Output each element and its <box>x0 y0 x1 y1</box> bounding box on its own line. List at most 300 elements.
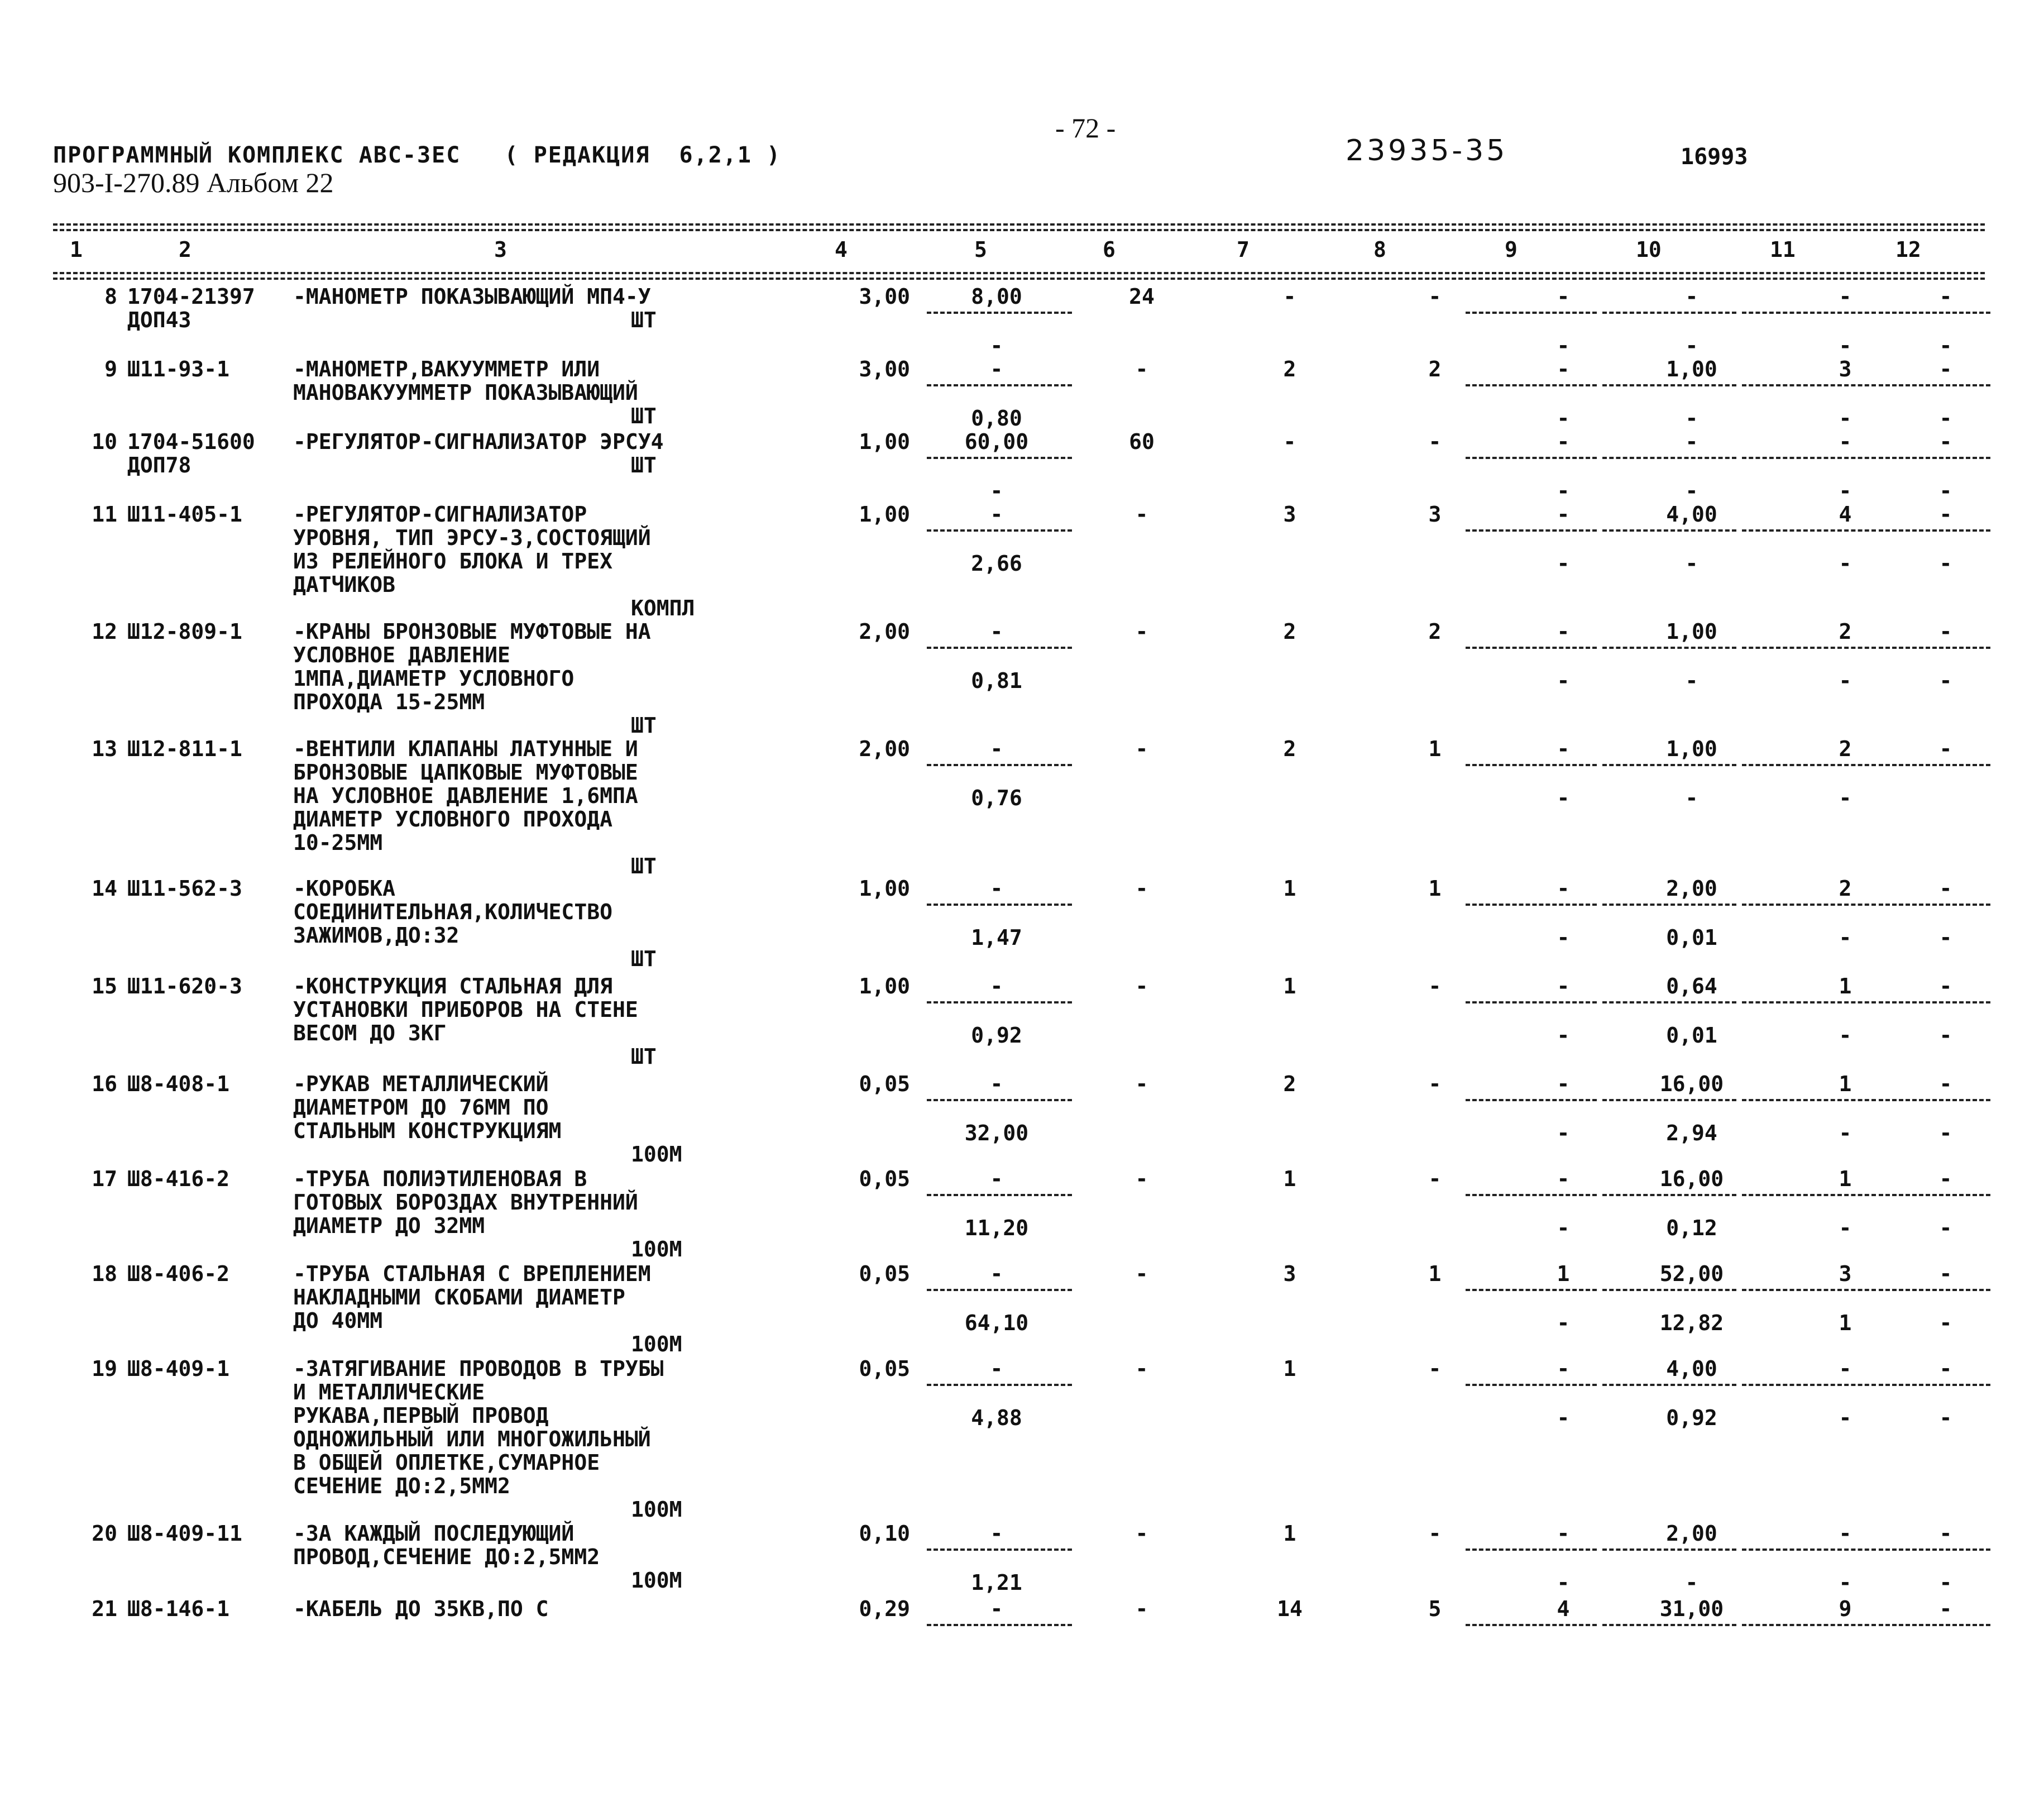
c11-top-value: 9 <box>1839 1597 1852 1621</box>
c5-bottom-value: 0,92 <box>971 1023 1022 1048</box>
c5-bottom-value: 2,66 <box>971 551 1022 576</box>
c10-top-value: - <box>1685 429 1698 454</box>
c11-bottom-value: - <box>1839 1570 1852 1595</box>
col-7-value: 2 <box>1283 1072 1296 1096</box>
rate-code: Ш8-408-1 <box>127 1072 230 1096</box>
c10-bottom-value: 0,12 <box>1666 1216 1717 1240</box>
c11-fraction-line <box>1742 764 1876 766</box>
row-number: 21 <box>92 1597 117 1621</box>
row-number: 19 <box>92 1356 117 1381</box>
c12-top-value: - <box>1939 284 1952 309</box>
c11-bottom-value: - <box>1839 668 1852 693</box>
c11-bottom-value: - <box>1839 406 1852 431</box>
work-description: -МАНОМЕТР ПОКАЗЫВАЮЩИЙ МП4-У <box>293 284 651 309</box>
c10-fraction-line <box>1602 384 1736 386</box>
c10-fraction-line <box>1602 1624 1736 1626</box>
c10-top-value: 31,00 <box>1659 1597 1724 1621</box>
c11-bottom-value: - <box>1839 786 1852 810</box>
c9-top-value: - <box>1557 737 1570 761</box>
column-header-4: 4 <box>835 237 848 262</box>
work-description: -РЕГУЛЯТОР-СИГНАЛИЗАТОР УРОВНЯ, ТИП ЭРСУ-3,СОСТОЯЩИЙ ИЗ РЕЛЕЙНОГО БЛОКА И ТРЕХ ДАТЧИКОВ <box>293 502 651 597</box>
c5-bottom-value: 0,76 <box>971 786 1022 810</box>
c10-bottom-value: - <box>1685 333 1698 358</box>
c10-top-value: - <box>1685 284 1698 309</box>
c5-fraction-line <box>927 1384 1072 1386</box>
unit-of-measure: ШТ <box>631 947 657 971</box>
c11-top-value: - <box>1839 1356 1852 1381</box>
col-6-value: - <box>1135 357 1148 381</box>
c11-fraction-line <box>1742 1099 1876 1101</box>
col-8-value: 5 <box>1428 1597 1442 1621</box>
col-6-value: - <box>1135 876 1148 901</box>
c9-bottom-value: - <box>1557 1121 1570 1145</box>
c9-top-value: - <box>1557 357 1570 381</box>
c11-bottom-value: - <box>1839 1121 1852 1145</box>
col-6-value: - <box>1135 502 1148 527</box>
c9-bottom-value: - <box>1557 333 1570 358</box>
c5-fraction-line <box>927 1099 1072 1101</box>
c10-top-value: 1,00 <box>1666 619 1717 644</box>
c11-top-value: 1 <box>1839 974 1852 998</box>
c11-top-value: 2 <box>1839 737 1852 761</box>
column-header-8: 8 <box>1373 237 1386 262</box>
c5-top-value: - <box>990 1521 1003 1546</box>
c12-fraction-line <box>1879 1624 1990 1626</box>
c10-bottom-value: 2,94 <box>1666 1121 1717 1145</box>
rate-code: Ш12-809-1 <box>127 619 242 644</box>
column-header-10: 10 <box>1636 237 1662 262</box>
quantity: 2,00 <box>859 619 910 644</box>
c11-top-value: 1 <box>1839 1072 1852 1096</box>
c10-fraction-line <box>1602 529 1736 532</box>
c11-bottom-value: - <box>1839 925 1852 950</box>
c10-fraction-line <box>1602 764 1736 766</box>
c10-bottom-value: 12,82 <box>1659 1311 1724 1335</box>
c5-bottom-value: - <box>990 479 1003 503</box>
quantity: 1,00 <box>859 974 910 998</box>
c5-bottom-value: 1,21 <box>971 1570 1022 1595</box>
c5-top-value: - <box>990 974 1003 998</box>
rate-code-suffix: ДОП78 <box>127 453 192 477</box>
c11-top-value: 1 <box>1839 1167 1852 1191</box>
rate-code: Ш12-811-1 <box>127 737 242 761</box>
c9-bottom-value: - <box>1557 551 1570 576</box>
c12-bottom-value: - <box>1939 333 1952 358</box>
c12-bottom-value: - <box>1939 1570 1952 1595</box>
c5-top-value: - <box>990 1597 1003 1621</box>
unit-of-measure: ШТ <box>631 404 657 428</box>
row-number: 11 <box>92 502 117 527</box>
unit-of-measure: 100М <box>631 1497 682 1522</box>
quantity: 2,00 <box>859 737 910 761</box>
c10-top-value: 16,00 <box>1659 1072 1724 1096</box>
unit-of-measure: 100М <box>631 1237 682 1261</box>
c12-top-value: - <box>1939 357 1952 381</box>
work-description: -РЕГУЛЯТОР-СИГНАЛИЗАТОР ЭРСУ4 <box>293 429 664 454</box>
row-number: 8 <box>104 284 117 309</box>
c10-fraction-line <box>1602 1549 1736 1551</box>
c11-top-value: 2 <box>1839 619 1852 644</box>
work-description: -ЗАТЯГИВАНИЕ ПРОВОДОВ В ТРУБЫ И МЕТАЛЛИЧЕСКИЕ РУКАВА,ПЕРВЫЙ ПРОВОД ОДНОЖИЛЬНЫЙ ИЛИ МНОГОЖИЛЬНЫЙ В ОБЩЕЙ ОПЛЕТКЕ,СУМАРНОЕ СЕЧЕНИЕ ДО:2,5ММ2 <box>293 1356 664 1498</box>
column-header-11: 11 <box>1770 237 1796 262</box>
c11-fraction-line <box>1742 457 1876 459</box>
c12-top-value: - <box>1939 619 1952 644</box>
work-description: -КРАНЫ БРОНЗОВЫЕ МУФТОВЫЕ НА УСЛОВНОЕ ДАВЛЕНИЕ 1МПА,ДИАМЕТР УСЛОВНОГО ПРОХОДА 15-25ММ <box>293 619 651 714</box>
c11-top-value: - <box>1839 1521 1852 1546</box>
col-7-value: 14 <box>1277 1597 1303 1621</box>
c11-fraction-line <box>1742 529 1876 532</box>
rate-code: 1704-51600 <box>127 429 255 454</box>
column-header-3: 3 <box>494 237 507 262</box>
c10-fraction-line <box>1602 647 1736 649</box>
c9-top-value: - <box>1557 876 1570 901</box>
quantity: 0,05 <box>859 1261 910 1286</box>
c5-fraction-line <box>927 764 1072 766</box>
c5-top-value: - <box>990 502 1003 527</box>
quantity: 0,05 <box>859 1167 910 1191</box>
unit-of-measure: 100М <box>631 1332 682 1356</box>
c12-fraction-line <box>1879 904 1990 906</box>
c12-fraction-line <box>1879 1384 1990 1386</box>
c12-fraction-line <box>1879 457 1990 459</box>
column-header-9: 9 <box>1505 237 1518 262</box>
c12-top-value: - <box>1939 1261 1952 1286</box>
col-7-value: 1 <box>1283 876 1296 901</box>
quantity: 3,00 <box>859 357 910 381</box>
quantity: 1,00 <box>859 502 910 527</box>
c9-top-value: - <box>1557 1167 1570 1191</box>
col-6-value: 60 <box>1129 429 1155 454</box>
unit-of-measure: ШТ <box>631 453 657 477</box>
col-6-value: - <box>1135 1261 1148 1286</box>
col-6-value: - <box>1135 1072 1148 1096</box>
c10-bottom-value: - <box>1685 551 1698 576</box>
col-6-value: - <box>1135 1597 1148 1621</box>
c9-fraction-line <box>1466 457 1597 459</box>
c10-top-value: 52,00 <box>1659 1261 1724 1286</box>
col-7-value: - <box>1283 284 1296 309</box>
c5-bottom-value: 11,20 <box>964 1216 1029 1240</box>
col-7-value: 3 <box>1283 1261 1296 1286</box>
c12-bottom-value: - <box>1939 406 1952 431</box>
c12-bottom-value: - <box>1939 925 1952 950</box>
row-number: 14 <box>92 876 117 901</box>
c5-fraction-line <box>927 384 1072 386</box>
c12-top-value: - <box>1939 737 1952 761</box>
c12-bottom-value: - <box>1939 551 1952 576</box>
c10-bottom-value: 0,01 <box>1666 925 1717 950</box>
row-number: 13 <box>92 737 117 761</box>
col-8-value: 3 <box>1428 502 1442 527</box>
rate-code: Ш8-409-11 <box>127 1521 242 1546</box>
column-header-6: 6 <box>1103 237 1116 262</box>
col-7-value: - <box>1283 429 1296 454</box>
col-8-value: 2 <box>1428 619 1442 644</box>
c5-top-value: - <box>990 1261 1003 1286</box>
c10-bottom-value: - <box>1685 406 1698 431</box>
c12-fraction-line <box>1879 647 1990 649</box>
c10-fraction-line <box>1602 1099 1736 1101</box>
c9-top-value: - <box>1557 1356 1570 1381</box>
c12-fraction-line <box>1879 764 1990 766</box>
c12-top-value: - <box>1939 429 1952 454</box>
c5-top-value: - <box>990 737 1003 761</box>
handwritten-code: 23935-35 <box>1346 134 1508 168</box>
rate-code: Ш8-409-1 <box>127 1356 230 1381</box>
page-number: - 72 - <box>1055 112 1116 144</box>
c12-top-value: - <box>1939 876 1952 901</box>
col-7-value: 1 <box>1283 974 1296 998</box>
work-description: -РУКАВ МЕТАЛЛИЧЕСКИЙ ДИАМЕТРОМ ДО 76ММ ПО СТАЛЬНЫМ КОНСТРУКЦИЯМ <box>293 1072 562 1143</box>
c5-fraction-line <box>927 1289 1072 1291</box>
col-6-value: 24 <box>1129 284 1155 309</box>
work-description: -ВЕНТИЛИ КЛАПАНЫ ЛАТУННЫЕ И БРОНЗОВЫЕ ЦАПКОВЫЕ МУФТОВЫЕ НА УСЛОВНОЕ ДАВЛЕНИЕ 1,6МПА ДИАМЕТР УСЛОВНОГО ПРОХОДА 10-25ММ <box>293 737 638 855</box>
c5-fraction-line <box>927 529 1072 532</box>
c9-fraction-line <box>1466 904 1597 906</box>
c11-bottom-value: 1 <box>1839 1311 1852 1335</box>
c11-bottom-value: - <box>1839 1406 1852 1430</box>
c11-top-value: 2 <box>1839 876 1852 901</box>
c11-fraction-line <box>1742 312 1876 314</box>
work-description: -МАНОМЕТР,ВАКУУММЕТР ИЛИ МАНОВАКУУММЕТР ПОКАЗЫВАЮЩИЙ <box>293 357 638 405</box>
quantity: 0,05 <box>859 1356 910 1381</box>
col-8-value: - <box>1428 1072 1442 1096</box>
row-number: 9 <box>104 357 117 381</box>
c9-top-value: - <box>1557 502 1570 527</box>
c5-bottom-value: - <box>990 333 1003 358</box>
col-7-value: 1 <box>1283 1167 1296 1191</box>
c12-bottom-value: - <box>1939 1121 1952 1145</box>
col-8-value: - <box>1428 1521 1442 1546</box>
c10-top-value: 0,64 <box>1666 974 1717 998</box>
c9-bottom-value: - <box>1557 479 1570 503</box>
c11-fraction-line <box>1742 384 1876 386</box>
c12-bottom-value: - <box>1939 1023 1952 1048</box>
c9-top-value: 4 <box>1557 1597 1570 1621</box>
c9-top-value: - <box>1557 619 1570 644</box>
c10-bottom-value: - <box>1685 668 1698 693</box>
c9-fraction-line <box>1466 764 1597 766</box>
c11-fraction-line <box>1742 1194 1876 1196</box>
c5-top-value: 60,00 <box>964 429 1029 454</box>
c12-bottom-value: - <box>1939 1311 1952 1335</box>
c9-fraction-line <box>1466 1099 1597 1101</box>
c11-bottom-value: - <box>1839 1216 1852 1240</box>
c9-bottom-value: - <box>1557 668 1570 693</box>
c12-top-value: - <box>1939 1521 1952 1546</box>
c9-fraction-line <box>1466 647 1597 649</box>
c11-bottom-value: - <box>1839 479 1852 503</box>
rate-code: Ш11-93-1 <box>127 357 230 381</box>
c5-bottom-value: 32,00 <box>964 1121 1029 1145</box>
c5-fraction-line <box>927 1549 1072 1551</box>
unit-of-measure: ШТ <box>631 713 657 738</box>
c9-fraction-line <box>1466 1549 1597 1551</box>
c12-top-value: - <box>1939 502 1952 527</box>
c12-fraction-line <box>1879 1549 1990 1551</box>
rate-code: Ш11-562-3 <box>127 876 242 901</box>
album-title: 903-I-270.89 Альбом 22 <box>53 167 334 198</box>
c5-bottom-value: 0,80 <box>971 406 1022 431</box>
c11-bottom-value: - <box>1839 551 1852 576</box>
c12-top-value: - <box>1939 1072 1952 1096</box>
c9-bottom-value: - <box>1557 786 1570 810</box>
col-7-value: 2 <box>1283 619 1296 644</box>
c10-top-value: 2,00 <box>1666 876 1717 901</box>
unit-of-measure: КОМПЛ <box>631 596 695 620</box>
quantity: 1,00 <box>859 876 910 901</box>
rate-code: Ш8-416-2 <box>127 1167 230 1191</box>
c5-top-value: - <box>990 1167 1003 1191</box>
c11-top-value: - <box>1839 284 1852 309</box>
col-7-value: 1 <box>1283 1521 1296 1546</box>
c12-bottom-value: - <box>1939 479 1952 503</box>
col-6-value: - <box>1135 737 1148 761</box>
column-header-12: 12 <box>1895 237 1921 262</box>
c5-fraction-line <box>927 1624 1072 1626</box>
c10-top-value: 2,00 <box>1666 1521 1717 1546</box>
c5-top-value: - <box>990 876 1003 901</box>
c5-fraction-line <box>927 312 1072 314</box>
col-8-value: - <box>1428 1167 1442 1191</box>
row-number: 18 <box>92 1261 117 1286</box>
column-header-2: 2 <box>179 237 192 262</box>
quantity: 0,05 <box>859 1072 910 1096</box>
c10-fraction-line <box>1602 1384 1736 1386</box>
c9-fraction-line <box>1466 312 1597 314</box>
c9-bottom-value: - <box>1557 1023 1570 1048</box>
c10-top-value: 1,00 <box>1666 357 1717 381</box>
c9-fraction-line <box>1466 1289 1597 1291</box>
work-description: -КАБЕЛЬ ДО 35КВ,ПО С <box>293 1597 549 1621</box>
c10-bottom-value: - <box>1685 479 1698 503</box>
quantity: 0,29 <box>859 1597 910 1621</box>
c9-top-value: 1 <box>1557 1261 1570 1286</box>
c10-fraction-line <box>1602 904 1736 906</box>
c12-bottom-value: - <box>1939 668 1952 693</box>
c9-bottom-value: - <box>1557 1570 1570 1595</box>
col-6-value: - <box>1135 619 1148 644</box>
c9-fraction-line <box>1466 529 1597 532</box>
c10-bottom-value: - <box>1685 786 1698 810</box>
col-6-value: - <box>1135 974 1148 998</box>
c10-fraction-line <box>1602 1001 1736 1003</box>
c10-fraction-line <box>1602 457 1736 459</box>
col-8-value: 1 <box>1428 876 1442 901</box>
unit-of-measure: 100М <box>631 1568 682 1593</box>
work-description: -КОРОБКА СОЕДИНИТЕЛЬНАЯ,КОЛИЧЕСТВО ЗАЖИМОВ,ДО:32 <box>293 876 612 948</box>
c9-bottom-value: - <box>1557 1311 1570 1335</box>
c11-fraction-line <box>1742 1549 1876 1551</box>
rate-code: 1704-21397 <box>127 284 255 309</box>
col-7-value: 2 <box>1283 357 1296 381</box>
c10-top-value: 4,00 <box>1666 502 1717 527</box>
work-description: -ТРУБА ПОЛИЭТИЛЕНОВАЯ В ГОТОВЫХ БОРОЗДАХ ВНУТРЕННИЙ ДИАМЕТР ДО 32ММ <box>293 1167 638 1238</box>
c11-fraction-line <box>1742 1289 1876 1291</box>
c12-fraction-line <box>1879 312 1990 314</box>
row-number: 16 <box>92 1072 117 1096</box>
c10-fraction-line <box>1602 1194 1736 1196</box>
c12-top-value: - <box>1939 1597 1952 1621</box>
row-number: 15 <box>92 974 117 998</box>
row-number: 20 <box>92 1521 117 1546</box>
col-7-value: 3 <box>1283 502 1296 527</box>
unit-of-measure: ШТ <box>631 308 657 332</box>
c5-top-value: - <box>990 1356 1003 1381</box>
col-6-value: - <box>1135 1521 1148 1546</box>
c5-top-value: - <box>990 619 1003 644</box>
c11-top-value: - <box>1839 429 1852 454</box>
quantity: 3,00 <box>859 284 910 309</box>
c11-bottom-value: - <box>1839 333 1852 358</box>
unit-of-measure: ШТ <box>631 854 657 878</box>
document-number: 16993 <box>1681 144 1748 170</box>
c9-bottom-value: - <box>1557 925 1570 950</box>
c5-fraction-line <box>927 1001 1072 1003</box>
c9-fraction-line <box>1466 1624 1597 1626</box>
c11-fraction-line <box>1742 904 1876 906</box>
program-header: ПРОГРАММНЫЙ КОМПЛЕКС АВС-3ЕС ( РЕДАКЦИЯ 6,2,1 ) <box>53 142 782 168</box>
rate-code-suffix: ДОП43 <box>127 308 192 332</box>
c9-top-value: - <box>1557 429 1570 454</box>
c9-top-value: - <box>1557 1521 1570 1546</box>
col-8-value: 1 <box>1428 737 1442 761</box>
col-8-value: - <box>1428 1356 1442 1381</box>
c10-top-value: 1,00 <box>1666 737 1717 761</box>
c9-fraction-line <box>1466 1194 1597 1196</box>
c5-bottom-value: 1,47 <box>971 925 1022 950</box>
c9-bottom-value: - <box>1557 1216 1570 1240</box>
c12-bottom-value: - <box>1939 1406 1952 1430</box>
unit-of-measure: ШТ <box>631 1044 657 1069</box>
c5-fraction-line <box>927 904 1072 906</box>
c12-top-value: - <box>1939 1167 1952 1191</box>
c10-bottom-value: 0,01 <box>1666 1023 1717 1048</box>
rate-code: Ш11-620-3 <box>127 974 242 998</box>
column-header-7: 7 <box>1237 237 1250 262</box>
rate-code: Ш8-146-1 <box>127 1597 230 1621</box>
col-8-value: - <box>1428 284 1442 309</box>
c11-fraction-line <box>1742 1384 1876 1386</box>
work-description: -ТРУБА СТАЛЬНАЯ С ВРЕПЛЕНИЕМ НАКЛАДНЫМИ СКОБАМИ ДИАМЕТР ДО 40ММ <box>293 1261 651 1333</box>
c10-bottom-value: 0,92 <box>1666 1406 1717 1430</box>
rate-code: Ш11-405-1 <box>127 502 242 527</box>
c5-bottom-value: 64,10 <box>964 1311 1029 1335</box>
row-number: 10 <box>92 429 117 454</box>
c10-top-value: 4,00 <box>1666 1356 1717 1381</box>
c9-fraction-line <box>1466 384 1597 386</box>
col-7-value: 1 <box>1283 1356 1296 1381</box>
c11-fraction-line <box>1742 647 1876 649</box>
row-number: 12 <box>92 619 117 644</box>
c9-top-value: - <box>1557 974 1570 998</box>
c12-fraction-line <box>1879 529 1990 532</box>
c5-top-value: - <box>990 1072 1003 1096</box>
column-header-5: 5 <box>974 237 987 262</box>
c9-bottom-value: - <box>1557 406 1570 431</box>
work-description: -ЗА КАЖДЫЙ ПОСЛЕДУЮЩИЙ ПРОВОД,СЕЧЕНИЕ ДО:2,5ММ2 <box>293 1521 600 1569</box>
c12-bottom-value: - <box>1939 1216 1952 1240</box>
c12-fraction-line <box>1879 1194 1990 1196</box>
c12-fraction-line <box>1879 1099 1990 1101</box>
column-header-1: 1 <box>70 237 83 262</box>
quantity: 0,10 <box>859 1521 910 1546</box>
col-8-value: 2 <box>1428 357 1442 381</box>
c10-bottom-value: - <box>1685 1570 1698 1595</box>
c5-fraction-line <box>927 1194 1072 1196</box>
unit-of-measure: 100М <box>631 1142 682 1167</box>
c11-bottom-value: - <box>1839 1023 1852 1048</box>
